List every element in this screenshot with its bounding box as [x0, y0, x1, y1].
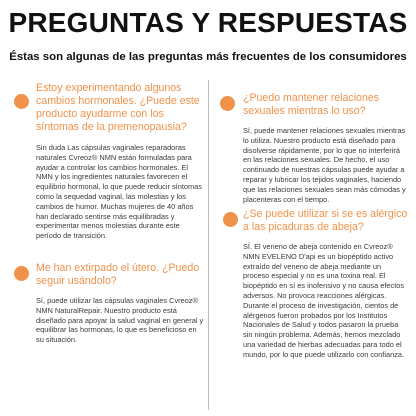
page-title: PREGUNTAS Y RESPUESTAS — [8, 7, 408, 38]
faq-question-sexual-relations: ¿Puedo mantener relaciones sexuales mientras lo uso? — [243, 92, 380, 117]
faq-question-hormonal: Estoy experimentando algunos cambios hormonales. ¿Puede este producto ayudarme con los síntomas de la premenopausia? — [36, 82, 200, 133]
bullet-icon — [14, 266, 29, 281]
bullet-icon — [220, 96, 235, 111]
bullet-icon — [14, 94, 29, 109]
faq-answer-bee-allergy: SÍ. El veneno de abeja contenido en Cvreoz® NMN EVELENO D'api es un biopéptido activo extraído del veneno de abeja mediante un proceso especial y no es una toxina real. El biopéptido en sí es inofensivo y no causa efectos adversos. No provoca reacciones alérgicas. Durante el proceso de investigación, cientos de alérgenos fueron probados por los Institutos Nacionales de Salud y todos pasaron la prueba sin ningún problema. Además, hemos mezclado una variedad de hierbas adecuadas para todo el mundo, por lo que puede utilizarlo con confianza. — [243, 242, 405, 359]
faq-question-uterus: Me han extirpado el útero. ¿Puedo seguir usándolo? — [36, 262, 200, 287]
bullet-icon — [223, 212, 238, 227]
faq-answer-uterus: Sí, puede utilizar las cápsulas vaginales Cvreoz® NMN NaturalRepair. Nuestro producto está diseñado para apoyar la salud vaginal en general y equilibrar las hormonas, lo que es beneficioso en su situación. — [36, 296, 204, 345]
faq-question-bee-allergy: ¿Se puede utilizar si se es alérgico a las picaduras de abeja? — [243, 208, 408, 233]
faq-answer-hormonal: Sin duda Las cápsulas vaginales reparadoras naturales Cvreoz® NMN están formuladas para ayudar a controlar los cambios hormonales. El NMN y los ingredientes naturales favorecen el equilibrio hormonal, lo que puede reducir síntomas como la sequedad vaginal, las molestias y los cambios de humor. Muchas mujeres de 40 años han declarado sentirse más equilibradas y experimentar menos molestias durante este período de transición. — [36, 143, 202, 241]
page-subtitle: Éstas son algunas de las preguntas más frecuentes de los consumidores — [9, 51, 407, 63]
column-divider — [208, 80, 209, 410]
faq-answer-sexual-relations: Sí, puede mantener relaciones sexuales mientras lo utiliza. Nuestro producto está diseñado para disolverse rápidamente, por lo que no interferirá en las relaciones sexuales. De hecho, el uso continuado de nuestras cápsulas puede ayudar a reparar y lubricar los tejidos vaginales, haciendo que las relaciones sexuales sean más cómodas y placenteras con el tiempo. — [243, 126, 406, 204]
